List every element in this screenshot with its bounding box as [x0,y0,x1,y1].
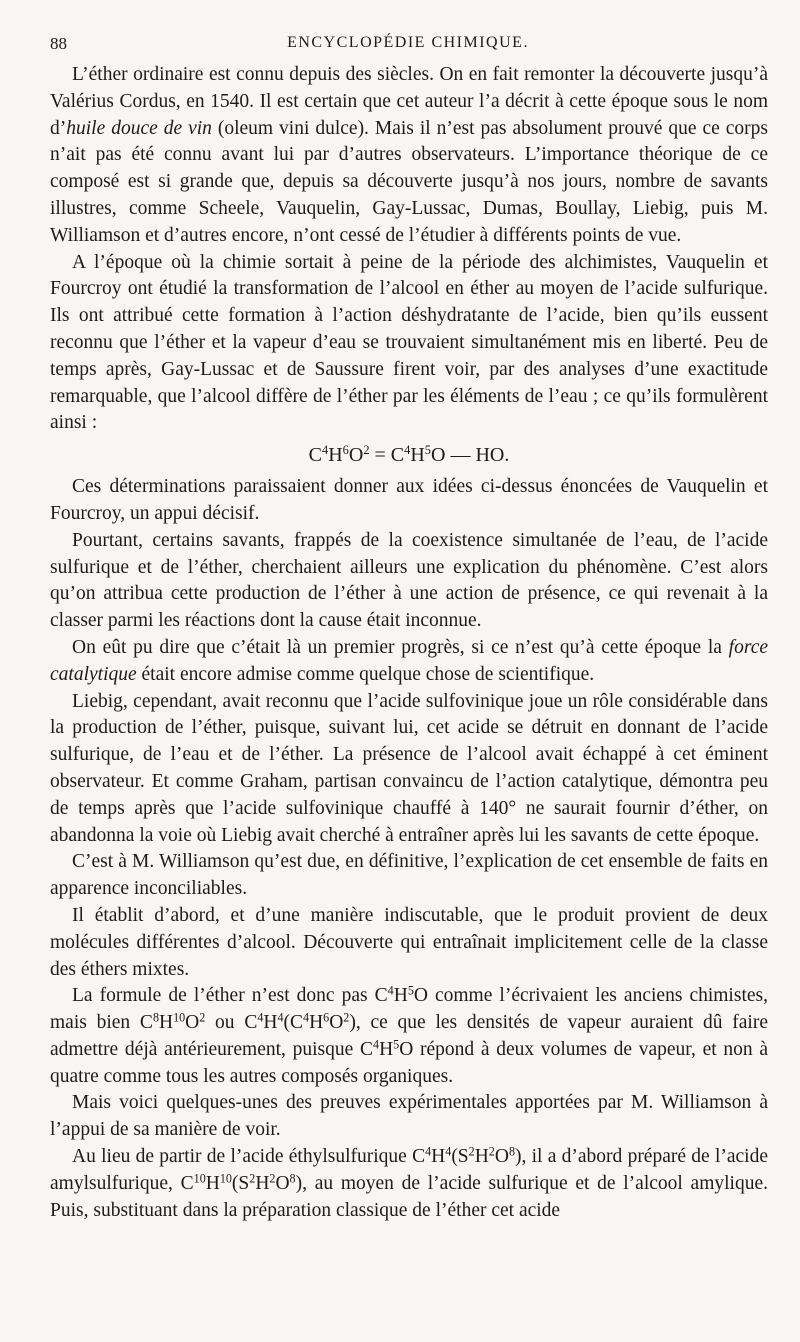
text-run: H [255,1172,270,1194]
paragraph [50,689,768,850]
text-run: A l’époque où la chimie sortait à peine de la période des alchimistes, Vauquelin et Fourcroy ont étudié la transformation de l’alcool en éther au moyen de l’acide sulfurique. Ils ont attribué cette formation à l’action déshydratante de l’acide, bien qu’ils eussent reconnu que l’éther et la vapeur d’eau se trouvaient simultanément mis en liberté. Peu de temps après, Gay-Lussac et de Saussure firent voir, par des analyses d’une exactitude remarquable, que l’alcool diffère de l’éther par les éléments de l’eau ; ce qu’ils formulèrent ainsi : [50,251,768,434]
text-run: (S [451,1146,469,1168]
superscript: 4 [387,983,394,998]
text-run: H [309,1012,324,1034]
superscript: 6 [323,1010,330,1025]
text-run: ou C [205,1012,258,1034]
italic-text: force catalytique [50,636,768,685]
text-run: = C [369,444,405,467]
paragraph [50,1144,768,1224]
superscript: 2 [488,1144,495,1159]
superscript: 4 [303,1010,310,1025]
superscript: 2 [269,1171,276,1186]
superscript: 10 [219,1171,232,1186]
text-run: Au lieu de partir de l’acide éthylsulfurique C [72,1146,426,1168]
text-run: O [185,1012,200,1034]
superscript: 10 [193,1171,206,1186]
text-run: O [494,1146,509,1168]
text-run: H [158,1012,174,1034]
superscript: 8 [289,1171,296,1186]
paragraph [50,983,768,1090]
text-run: H [474,1146,489,1168]
text-run: On eût pu dire que c’était là un premier progrès, si ce n’est qu’à cette époque la [72,636,729,658]
superscript: 5 [407,983,414,998]
text-run: C’est à M. Williamson qu’est due, en définitive, l’explication de cet ensemble de faits en apparence inconciliables. [50,851,768,900]
running-title: ENCYCLOPÉDIE CHIMIQUE. [287,34,529,51]
paragraph [50,528,768,635]
text-run: Pourtant, certains savants, frappés de la coexistence simultanée de l’eau, de l’acide sulfurique et de l’éther, cherchaient ailleurs une explication du phénomène. C’est alors qu’on attribua cette production de l’éther à une action de présence, ce qui revenait à la classer parmi les réactions dont la cause était inconnue. [50,529,768,632]
page-header [50,34,766,54]
text-run: H [410,444,425,467]
text-run: O [329,1012,344,1034]
text-run: L’éther ordinaire est connu depuis des siècles. On en fait remonter la découverte jusqu’à Valérius Cordus, en 1540. Il est certain que cet auteur l’a décrit à cette époque sous le nom d’ [50,64,768,139]
superscript: 5 [424,443,431,458]
text-run: Ces déterminations paraissaient donner aux idées ci-dessus énoncées de Vauquelin et Fourcroy, un appui décisif. [50,476,768,524]
superscript: 2 [468,1144,475,1159]
text-run: H [328,444,343,467]
text-run: Il établit d’abord, et d’une manière indiscutable, que le produit provient de deux molécules différentes d’alcool. Découverte qui entraînait implicitement celle de la classe des éthers mixtes. [50,904,768,980]
text-run: (C [283,1012,304,1034]
superscript: 4 [373,1037,380,1052]
formula [50,440,768,470]
superscript: 4 [277,1010,284,1025]
superscript: 8 [152,1010,159,1025]
text-run: ), au moyen de l’acide sulfurique et de l’alcool amylique. Puis, substituant dans la préparation classique de l’éther cet acide [50,1172,768,1221]
text-run: O [275,1172,290,1194]
text-run: O comme l’écrivaient les anciens chimistes, mais bien C [50,985,768,1034]
page-number: 88 [50,34,67,53]
superscript: 5 [393,1037,400,1052]
paragraph [50,250,768,438]
text-run: H [379,1038,394,1060]
text-run: H [431,1146,446,1168]
text-run: O — HO. [431,444,510,467]
text-run: (S [231,1172,250,1194]
paragraph [50,62,768,250]
text-run: La formule de l’éther n’est donc pas C [72,985,388,1007]
text-run: O [348,444,364,467]
text-run: ), il a d’abord préparé de l’acide amylsulfurique, C [50,1146,769,1194]
paragraph [50,903,768,983]
superscript: 8 [508,1144,515,1159]
superscript: 10 [173,1010,186,1025]
text-run: H [393,985,408,1007]
body-text [50,62,768,1224]
italic-text: huile douce de vin [66,117,212,139]
superscript: 4 [322,443,329,458]
superscript: 4 [425,1144,432,1159]
superscript: 2 [199,1010,206,1025]
paragraph [50,474,768,528]
text-run: Mais voici quelques-unes des preuves expérimentales apportées par M. Williamson à l’appui de sa manière de voir. [50,1092,768,1141]
text-run: (oleum vini dulce). Mais il n’est pas absolument prouvé que ce corps n’ait pas été connu avant lui par d’autres observateurs. L’importance théorique de ce composé est si grande que, depuis sa découverte jusqu’à nos jours, nombre de savants illustres, comme Scheele, Vauquelin, Gay-Lussac, Dumas, Boullay, Liebig, puis M. Williamson et d’autres encore, n’ont cessé de l’étudier à différents points de vue. [50,117,769,246]
superscript: 4 [445,1144,452,1159]
text-run: était encore admise comme quelque chose de scientifique. [136,663,595,685]
paragraph [50,1090,768,1144]
superscript: 6 [342,443,349,458]
paragraph [50,849,768,903]
text-run: ), ce que les densités de vapeur auraient dû faire admettre déjà antérieurement, puisque C [50,1012,768,1060]
text-run: O répond à deux volumes de vapeur, et non à quatre comme tous les autres composés organiques. [50,1038,768,1087]
superscript: 2 [343,1010,350,1025]
superscript: 2 [249,1171,256,1186]
superscript: 4 [404,443,411,458]
text-run: C [308,444,322,467]
superscript: 4 [257,1010,264,1025]
superscript: 2 [363,443,370,458]
text-run: Liebig, cependant, avait reconnu que l’acide sulfovinique joue un rôle considérable dans la production de l’éther, puisque, suivant lui, cet acide se détruit en donnant de l’acide sulfurique, de l’eau et de l’éther. La présence de l’alcool avait échappé à cet éminent observateur. Et comme Graham, partisan convaincu de l’action catalytique, démontra peu de temps après que l’acide sulfovinique chauffé à 140° ne saurait fournir d’éther, on abandonna la voie où Liebig avait cherché à entraîner après lui les savants de cette époque. [50,690,768,846]
text-run: H [263,1012,278,1034]
text-run: H [205,1172,220,1194]
paragraph [50,635,768,689]
